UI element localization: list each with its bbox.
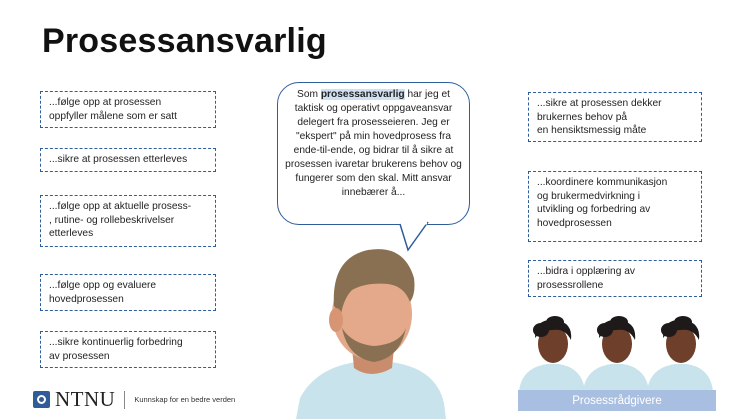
page-title: Prosessansvarlig (42, 22, 327, 60)
bubble-highlight: prosessansvarlig (320, 89, 405, 100)
ntnu-logo-icon (33, 391, 50, 408)
person-illustration (296, 228, 446, 419)
ntnu-logo (33, 387, 235, 412)
bubble-prefix: Som (297, 89, 321, 100)
bubble-text: har jeg et taktisk og operativt oppgaveansvar delegert fra prosesseieren. Jeg er "ekspert" på min hovedprosess fra ende-til-ende, og bidrar til å sikre at prosessen ivaretar brukerens behov og fungerer som den skal. Mitt ansvar innebærer å... (285, 89, 462, 198)
right-item-1: ...sikre at prosessen dekker brukernes behov på en hensiktsmessig måte (528, 92, 702, 142)
logo-divider (124, 391, 125, 409)
left-item-5: ...sikre kontinuerlig forbedring av prosessen (40, 331, 216, 368)
speech-bubble (277, 82, 470, 225)
left-item-1: ...følge opp at prosessen oppfyller målene som er satt (40, 91, 216, 128)
advisors-label: Prosessrådgivere (518, 390, 716, 411)
right-item-3: ...bidra i opplæring av prosessrollene (528, 260, 702, 297)
left-item-2: ...sikre at prosessen etterleves (40, 148, 216, 172)
left-item-3: ...følge opp at aktuelle prosess- , rutine- og rollebeskrivelser etterleves (40, 195, 216, 247)
ntnu-tagline: Kunnskap for en bedre verden (134, 395, 236, 404)
left-item-4: ...følge opp og evaluere hovedprosessen (40, 274, 216, 311)
advisors-illustration (517, 316, 717, 392)
ntnu-logo-name: NTNU (55, 387, 116, 411)
right-item-2: ...koordinere kommunikasjon og brukermedvirkning i utvikling og forbedring av hovedprosessen (528, 171, 702, 242)
